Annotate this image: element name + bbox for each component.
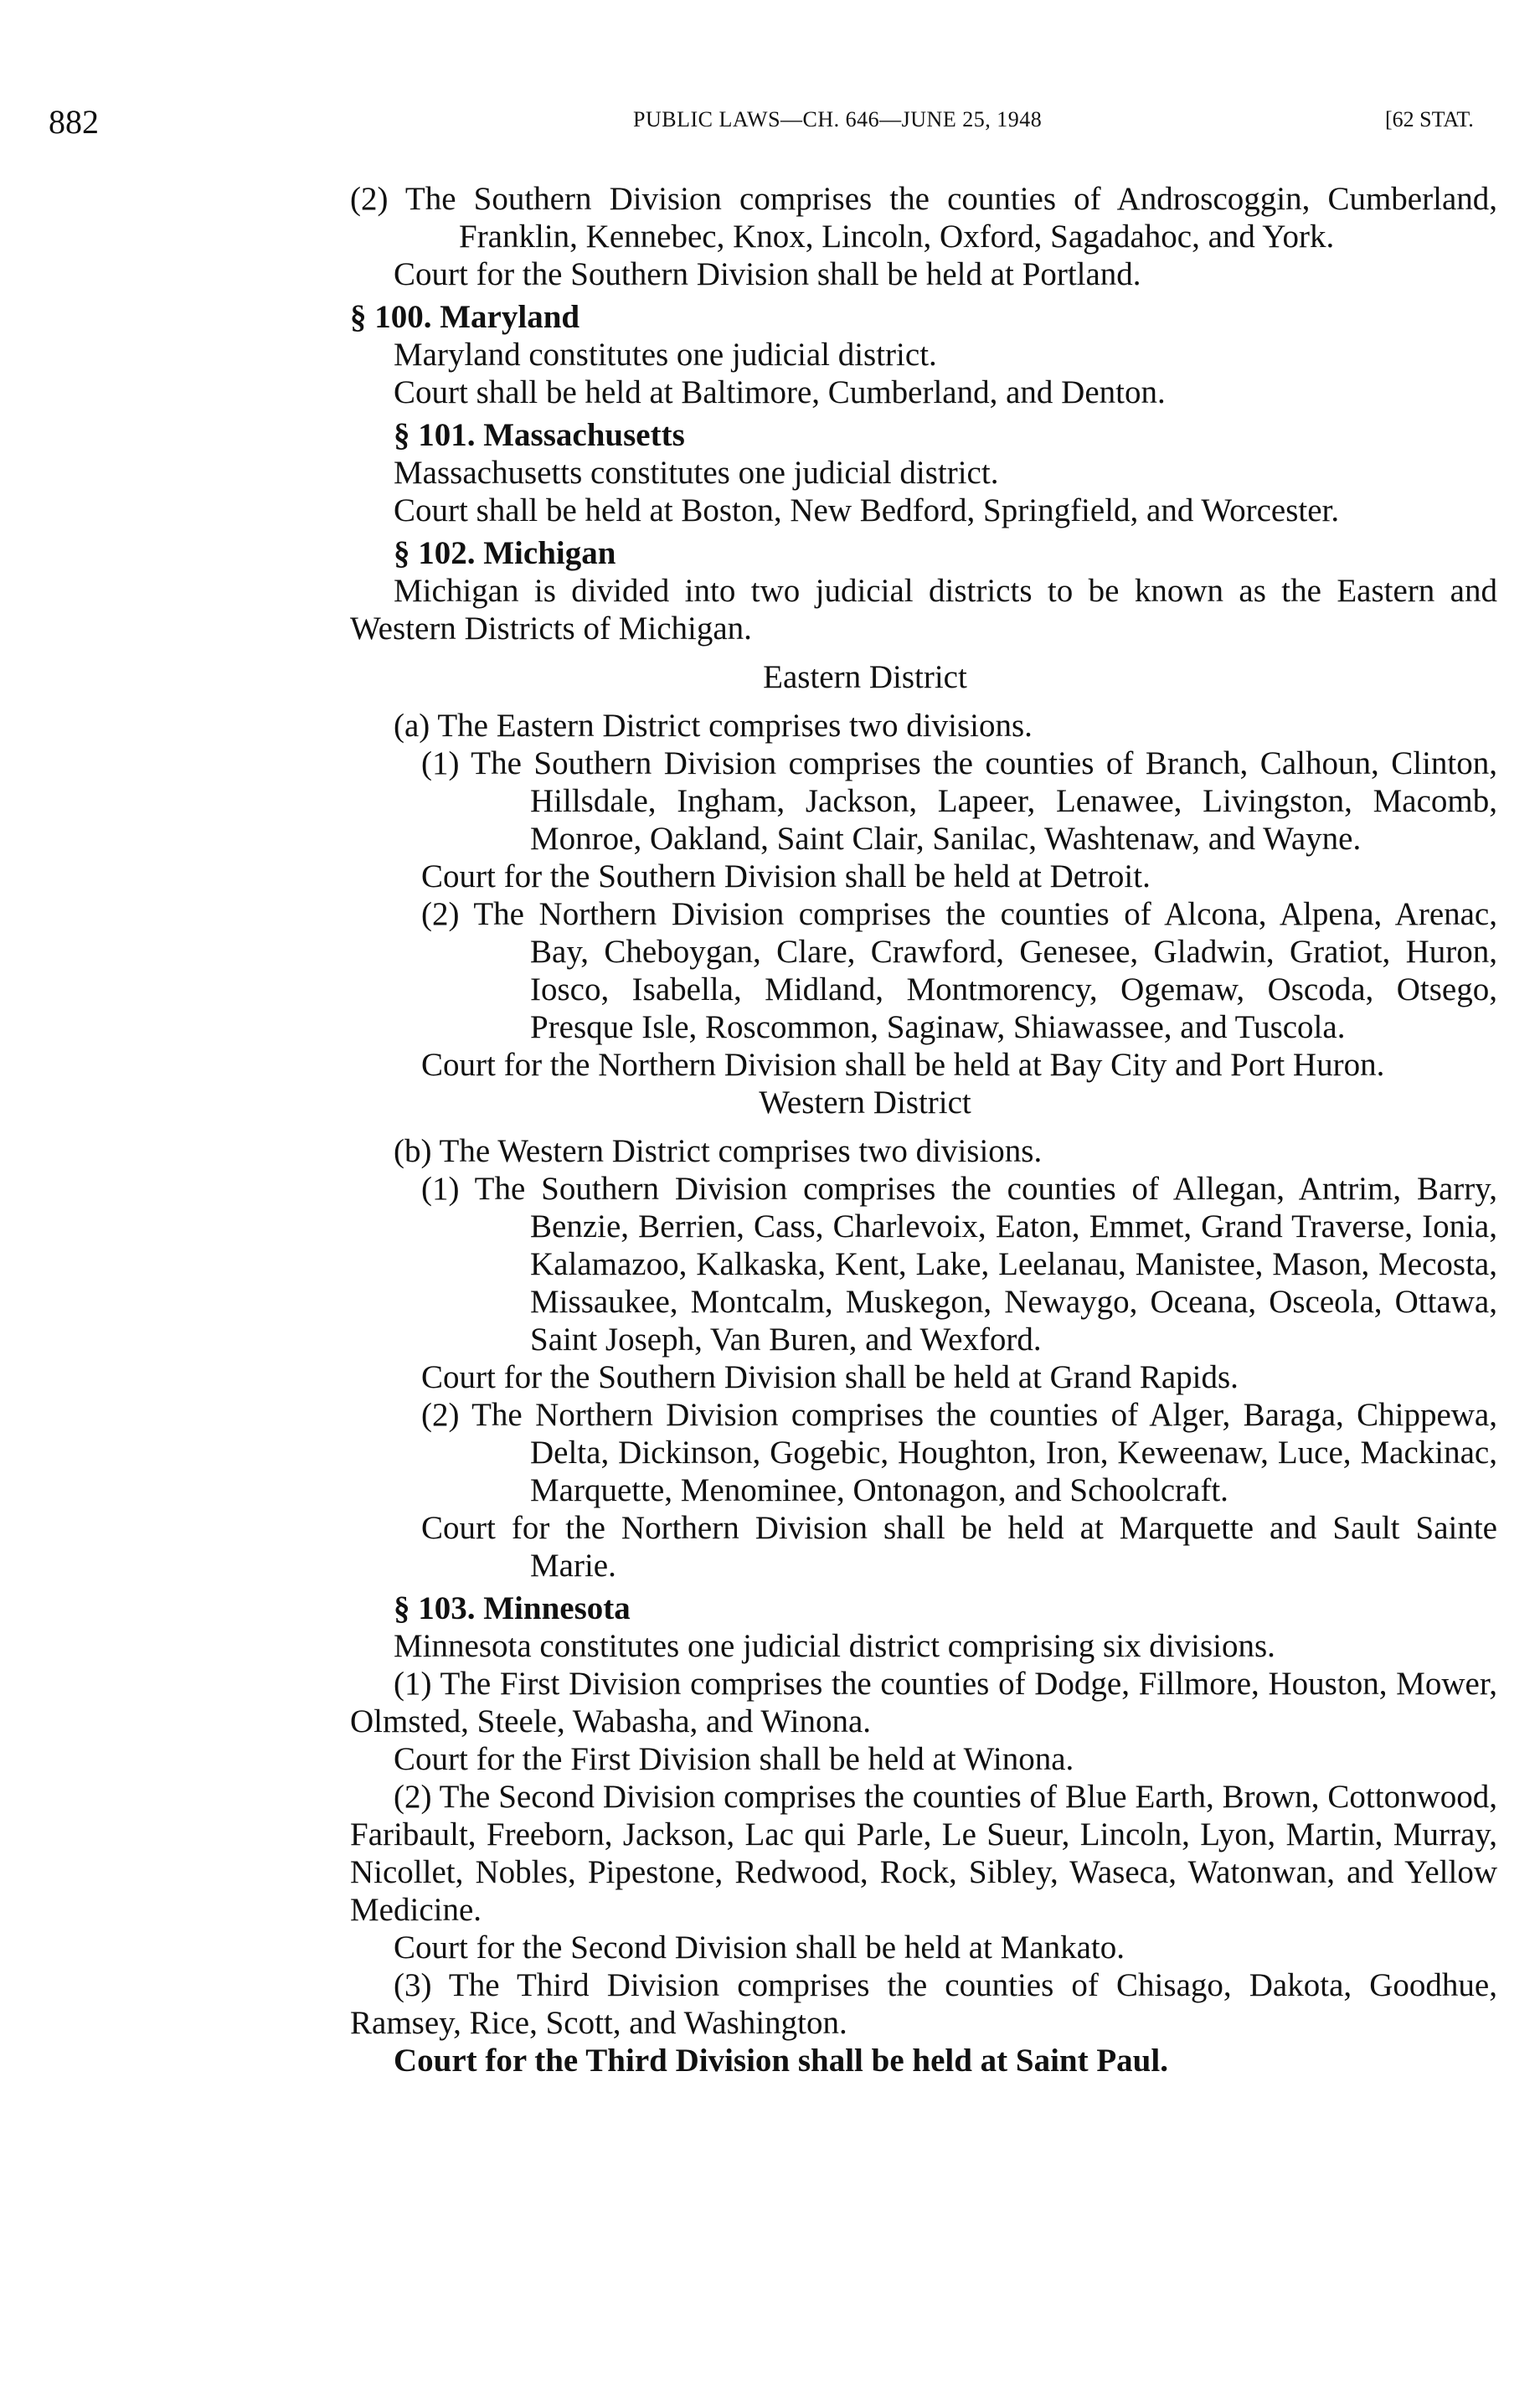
subheading-eastern-district: Eastern District (763, 659, 967, 695)
eastern-district-intro: (a) The Eastern District comprises two divisions. (394, 708, 1033, 744)
minnesota-district: Minnesota constitutes one judicial district comprising six divisions. (394, 1628, 1275, 1664)
western-southern-division: (1) The Southern Division comprises the counties of Allegan, Antrim, Barry, Benzie, Berrien, Cass, Charlevoix, Eaton, Emmet, Grand Traverse, Ionia, Kalamazoo, Kalkaska, Kent, Lake, Leelanau, Manistee, Mason, Mecosta, Missaukee, Montcalm, Muskegon, Newaygo, Oceana, Osceola, Ottawa, Saint Joseph, Van Buren, and Wexford. (421, 1171, 1497, 1358)
page-header (0, 102, 1540, 144)
minnesota-second-court: Court for the Second Division shall be held at Mankato. (394, 1930, 1125, 1966)
page-number: 882 (49, 103, 99, 141)
western-district-intro: (b) The Western District comprises two divisions. (394, 1133, 1043, 1169)
maryland-district: Maryland constitutes one judicial district. (394, 337, 937, 373)
subheading-western-district: Western District (759, 1085, 971, 1121)
maine-southern-division: (2) The Southern Division comprises the counties of Androscoggin, Cumberland, Franklin, Kennebec, Knox, Lincoln, Oxford, Sagadahoc, and York. (350, 181, 1497, 255)
michigan-intro: Michigan is divided into two judicial districts to be known as the Eastern and Western Districts of Michigan. (350, 573, 1497, 647)
maryland-court: Court shall be held at Baltimore, Cumberland, and Denton. (394, 374, 1166, 410)
eastern-northern-division: (2) The Northern Division comprises the counties of Alcona, Alpena, Arenac, Bay, Cheboygan, Clare, Crawford, Genesee, Gladwin, Gratiot, Huron, Iosco, Isabella, Midland, Montmorency, Ogemaw, Oscoda, Otsego, Presque Isle, Roscommon, Saginaw, Shiawassee, and Tuscola. (421, 896, 1497, 1045)
western-southern-court: Court for the Southern Division shall be held at Grand Rapids. (421, 1359, 1239, 1395)
minnesota-third-division: (3) The Third Division comprises the counties of Chisago, Dakota, Goodhue, Ramsey, Rice, Scott, and Washington. (350, 1967, 1497, 2041)
eastern-southern-court: Court for the Southern Division shall be held at Detroit. (421, 858, 1151, 894)
section-heading-massachusetts: § 101. Massachusetts (394, 417, 685, 453)
section-heading-michigan: § 102. Michigan (394, 535, 616, 571)
western-northern-division: (2) The Northern Division comprises the counties of Alger, Baraga, Chippewa, Delta, Dickinson, Gogebic, Houghton, Iron, Keweenaw, Luce, Mackinac, Marquette, Menominee, Ontonagon, and Schoolcraft. (421, 1397, 1497, 1508)
minnesota-third-court: Court for the Third Division shall be held at Saint Paul. (394, 2043, 1168, 2079)
western-northern-court: Court for the Northern Division shall be held at Marquette and Sault Sainte Marie. (421, 1510, 1497, 1584)
eastern-northern-court: Court for the Northern Division shall be held at Bay City and Port Huron. (421, 1047, 1385, 1083)
massachusetts-court: Court shall be held at Boston, New Bedford, Springfield, and Worcester. (394, 492, 1340, 528)
minnesota-first-court: Court for the First Division shall be held at Winona. (394, 1741, 1074, 1777)
page-body (350, 180, 1497, 2079)
eastern-southern-division: (1) The Southern Division comprises the counties of Branch, Calhoun, Clinton, Hillsdale, Ingham, Jackson, Lapeer, Lenawee, Livingston, Macomb, Monroe, Oakland, Saint Clair, Sanilac, Washtenaw, and Wayne. (421, 745, 1497, 857)
section-heading-minnesota: § 103. Minnesota (394, 1590, 631, 1626)
statute-reference: [62 STAT. (1385, 107, 1474, 131)
maine-southern-court: Court for the Southern Division shall be held at Portland. (394, 256, 1141, 292)
section-heading-maryland: § 100. Maryland (350, 299, 580, 335)
minnesota-second-division: (2) The Second Division comprises the counties of Blue Earth, Brown, Cottonwood, Faribault, Freeborn, Jackson, Lac qui Parle, Le Sueur, Lincoln, Lyon, Martin, Murray, Nicollet, Nobles, Pipestone, Redwood, Rock, Sibley, Waseca, Watonwan, and Yellow Medicine. (350, 1779, 1497, 1928)
minnesota-first-division: (1) The First Division comprises the counties of Dodge, Fillmore, Houston, Mower, Olmsted, Steele, Wabasha, and Winona. (350, 1666, 1497, 1739)
running-title: PUBLIC LAWS—CH. 646—JUNE 25, 1948 (633, 107, 1043, 131)
massachusetts-district: Massachusetts constitutes one judicial district. (394, 455, 999, 491)
